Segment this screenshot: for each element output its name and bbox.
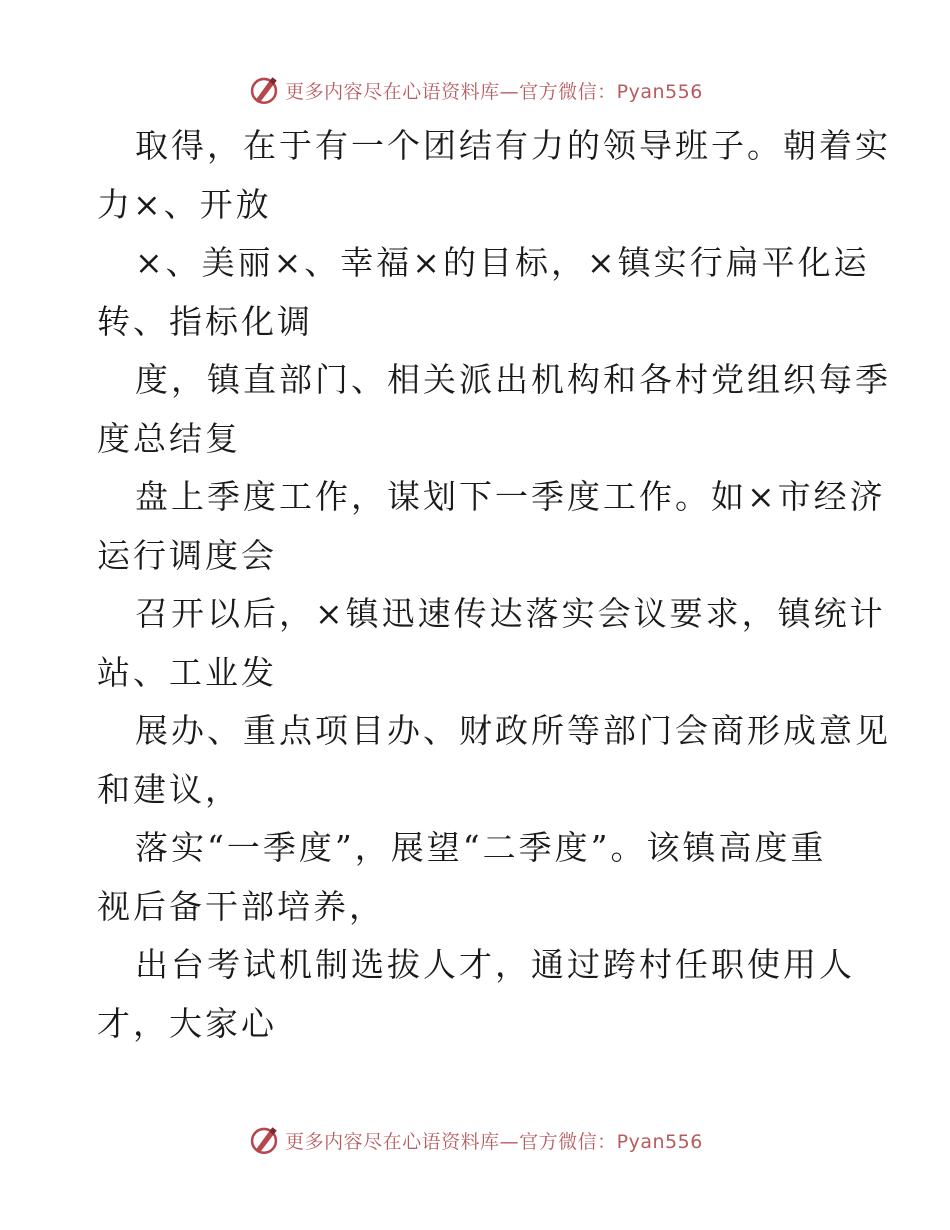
text-line: 力×、开放: [97, 184, 272, 224]
text-line: 盘上季度工作，谋划下一季度工作。如×市经济: [135, 477, 886, 516]
text-line: 和建议，: [97, 769, 241, 809]
text-line: 站、工业发: [97, 652, 277, 692]
text-line: 召开以后，×镇迅速传达落实会议要求，镇统计: [135, 594, 886, 633]
text-line: 展办、重点项目办、财政所等部门会商形成意见: [135, 711, 891, 750]
text-line: 度总结复: [97, 418, 241, 458]
text-line: 才，大家心: [97, 1003, 277, 1043]
text-line: ×、美丽×、幸福×的目标，×镇实行扁平化运: [135, 243, 870, 282]
footer-banner-text: 更多内容尽在心语资料库—官方微信：Pyan556: [285, 1130, 703, 1153]
text-line: 取得，在于有一个团结有力的领导班子。朝着实: [135, 126, 891, 165]
text-line: 落实“一季度”，展望“二季度”。该镇高度重: [135, 828, 827, 867]
text-line: 度，镇直部门、相关派出机构和各村党组织每季: [135, 360, 891, 399]
header-banner: [0, 70, 950, 110]
header-banner-text: 更多内容尽在心语资料库—官方微信：Pyan556: [285, 80, 703, 103]
text-line: 出台考试机制选拔人才，通过跨村任职使用人: [135, 945, 855, 984]
text-line: 运行调度会: [97, 535, 277, 575]
text-line: 视后备干部培养，: [97, 886, 385, 926]
pen-logo-icon: [247, 73, 281, 107]
pen-logo-icon: [247, 1123, 281, 1157]
text-line: 转、指标化调: [97, 301, 313, 341]
footer-banner: [0, 1120, 950, 1160]
document-body: [97, 117, 891, 1053]
